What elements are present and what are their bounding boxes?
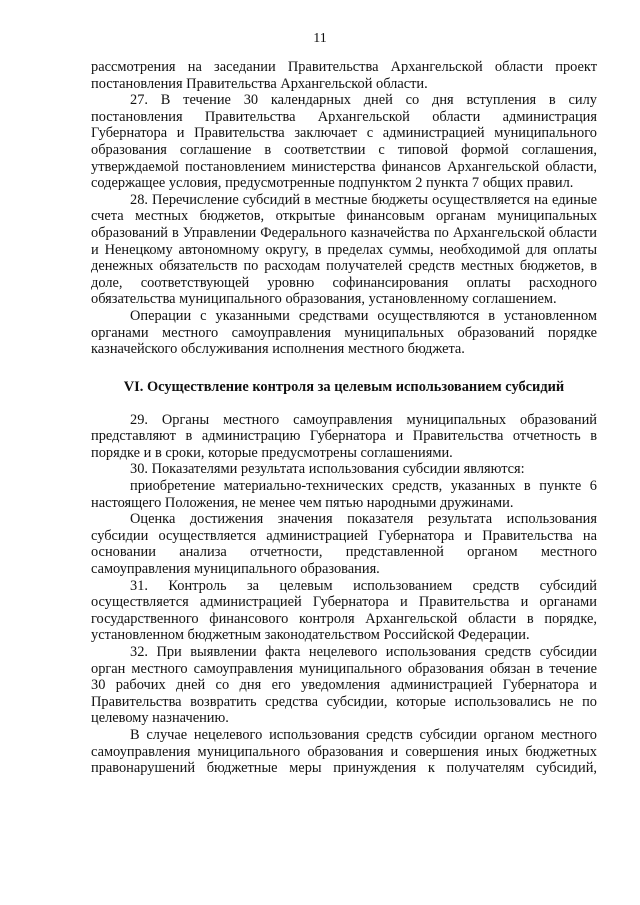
paragraph-item-28: 28. Перечисление субсидий в местные бюджеты осуществляется на единые счета местных бюджетов, открытые финансовым органам муниципальных образований в Управлении Федерального казначейства по Архангельской области и Ненецкому автономному округу, в пределах суммы, необходимой для оплаты денежных обязательств по расходам получателей средств местных бюджетов, в доле, соответствующей уровню софинансирования оплаты расходного обязательства муниципального образования, установленному соглашением. <box>91 191 597 308</box>
paragraph-item-30: 30. Показателями результата использования субсидии являются: <box>130 461 525 478</box>
paragraph-result-indicator: приобретение материально-технических средств, указанных в пункте 6 настоящего Положения, не менее чем пятью народными дружинами. <box>91 478 597 511</box>
paragraph-item-31: 31. Контроль за целевым использованием средств субсидий осуществляется администрацией Губернатора и Правительства и органами государственного финансового контроля Архангельской области в порядке, установленном бюджетным законодательством Российской Федерации. <box>91 577 597 644</box>
paragraph-misuse-case: В случае нецелевого использования средств субсидии органом местного самоуправления муниципального образования и совершения иных бюджетных правонарушений бюджетные меры принуждения к получателям субсидий, <box>91 726 597 777</box>
document-body <box>91 59 597 777</box>
paragraph-item-29: 29. Органы местного самоуправления муниципальных образований представляют в администрацию Губернатора и Правительства отчетность в порядке и в сроки, которые предусмотрены соглашениями. <box>91 411 597 461</box>
section-heading: VI. Осуществление контроля за целевым использованием субсидий <box>123 378 565 395</box>
paragraph-continuation: рассмотрения на заседании Правительства Архангельской области проект постановления Правительства Архангельской области. <box>91 59 597 92</box>
paragraph-item-27: 27. В течение 30 календарных дней со дня вступления в силу постановления Правительства Архангельской области администрация Губернатора и Правительства заключает с администрацией муниципального образования соглашение в соответствии с типовой формой соглашения, утверждаемой постановлением министерства финансов Архангельской области, содержащее условия, предусмотренные подпунктом 2 пункта 7 общих правил. <box>91 92 597 192</box>
paragraph-operations: Операции с указанными средствами осуществляются в установленном органами местного самоуправления муниципальных образований порядке казначейского обслуживания исполнения местного бюджета. <box>91 307 597 358</box>
paragraph-item-32: 32. При выявлении факта нецелевого использования средств субсидии орган местного самоуправления муниципального образования обязан в течение 30 рабочих дней со дня его уведомления администрацией Губернатора и Правительства возвратить средства субсидии, которые использовались не по целевому назначению. <box>91 644 597 727</box>
page-number: 11 <box>313 31 327 46</box>
paragraph-evaluation: Оценка достижения значения показателя результата использования субсидии осуществляется администрацией Губернатора и Правительства на основании анализа отчетности, представленной органом местного самоуправления муниципального образования. <box>91 511 597 578</box>
